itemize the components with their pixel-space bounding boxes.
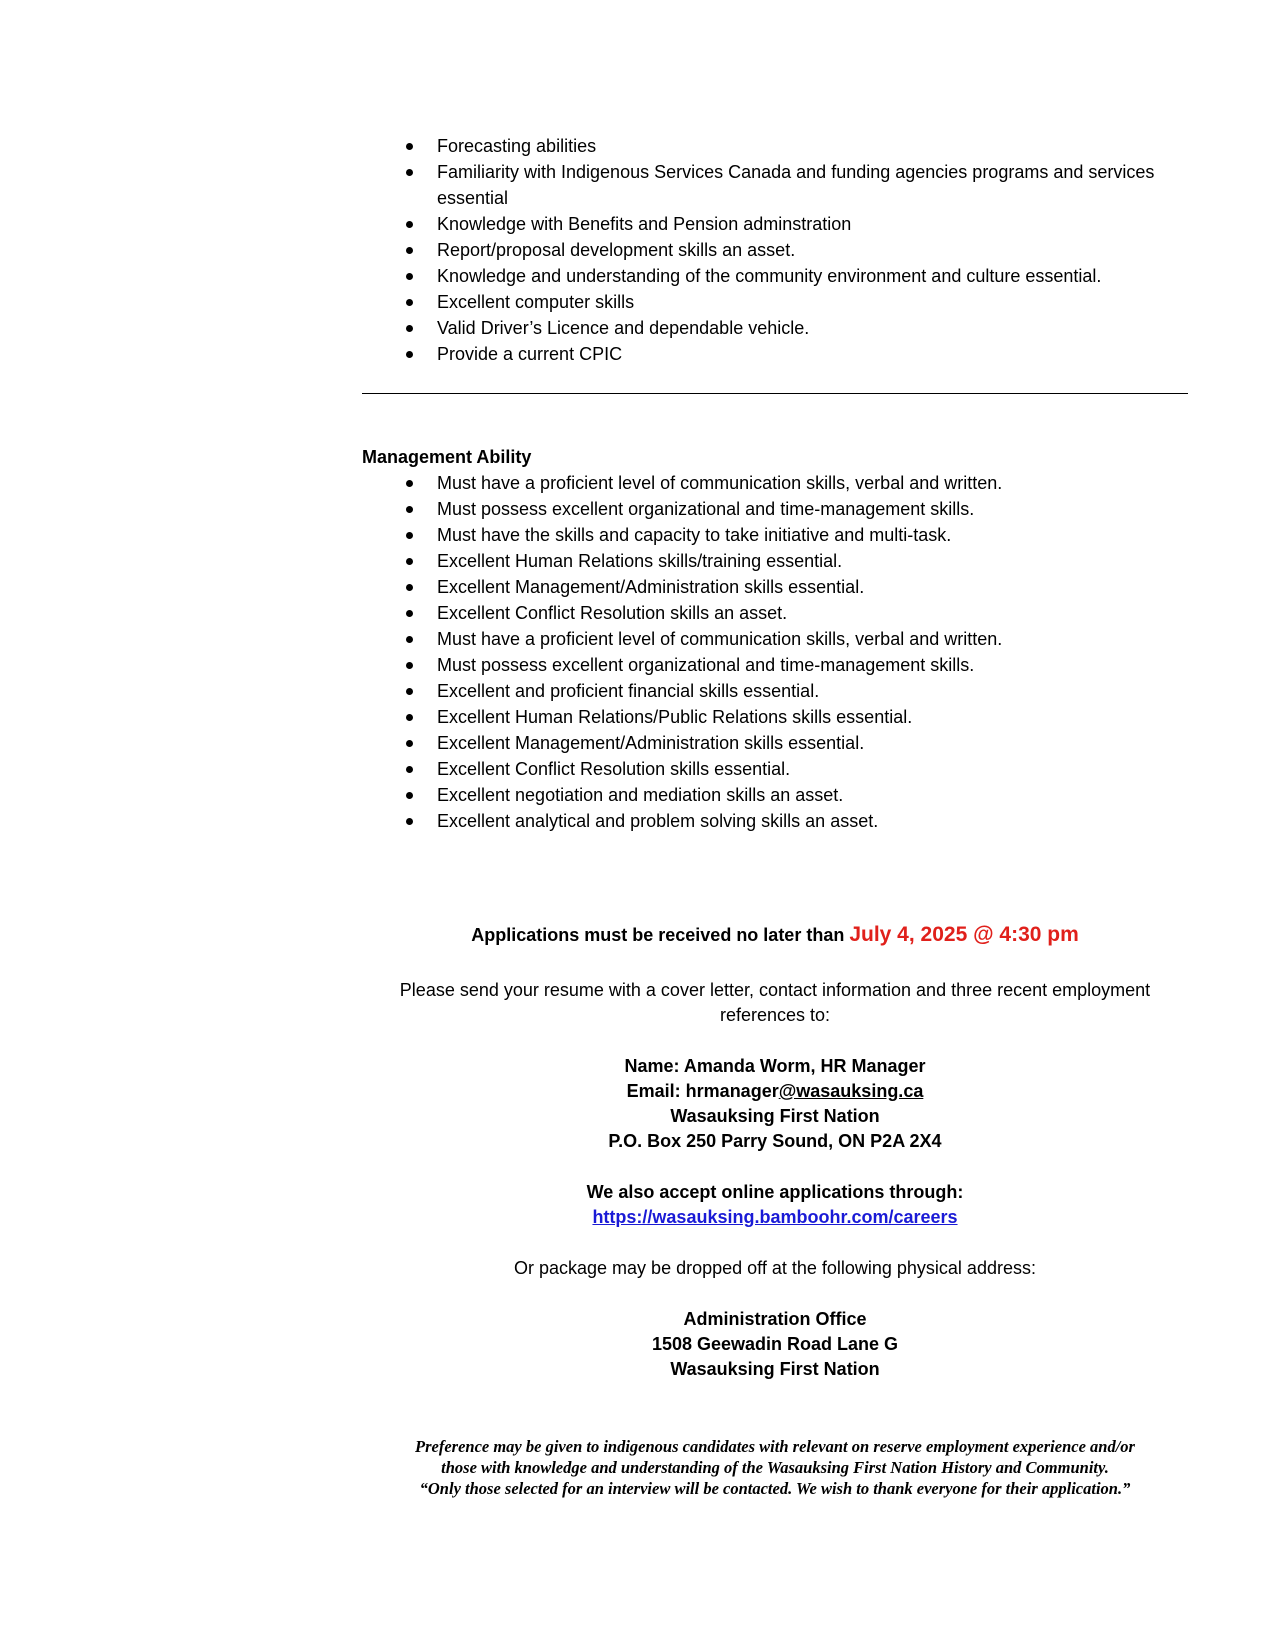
list-item [362,548,1192,574]
list-item-text: Excellent Management/Administration skills essential. [437,733,865,753]
list-item-text: Excellent Conflict Resolution skills essential. [437,759,791,779]
bullet-icon [406,143,413,150]
list-item [362,652,1192,678]
contact-address: P.O. Box 250 Parry Sound, ON P2A 2X4 [608,1131,942,1151]
office-name: Administration Office [683,1309,867,1329]
list-item [362,522,1192,548]
list-item-text: Must have the skills and capacity to take initiative and multi-task. [437,525,952,545]
send-instructions [362,978,1188,1028]
list-item [362,263,1192,289]
list-item-text: Familiarity with Indigenous Services Canada and funding agencies programs and services essential [437,162,1155,208]
bullet-icon [406,740,413,747]
list-item-text: Must possess excellent organizational and time-management skills. [437,499,975,519]
list-item-text: Excellent negotiation and mediation skills an asset. [437,785,844,805]
list-item-text: Excellent analytical and problem solving skills an asset. [437,811,879,831]
list-item [362,626,1192,652]
list-item-text: Forecasting abilities [437,136,597,156]
bullet-icon [406,636,413,643]
application-deadline [362,922,1188,948]
office-street: 1508 Geewadin Road Lane G [651,1334,899,1354]
bullet-icon [406,273,413,280]
management-list [362,470,1192,834]
send-line: Please send your resume with a cover letter, contact information and three recent employment [399,980,1151,1000]
list-item [362,159,1192,211]
bullet-icon [406,169,413,176]
list-item-text: Excellent Conflict Resolution skills an asset. [437,603,788,623]
list-item [362,470,1192,496]
office-community: Wasauksing First Nation [670,1359,880,1379]
list-item-text: Must possess excellent organizational and time-management skills. [437,655,975,675]
careers-link[interactable]: https://wasauksing.bamboohr.com/careers [592,1207,958,1227]
list-item [362,808,1192,834]
bullet-icon [406,480,413,487]
footer-line: those with knowledge and understanding of the Wasauksing First Nation History and Community. [441,1458,1109,1477]
send-line: references to: [719,1005,831,1025]
list-item-text: Knowledge with Benefits and Pension adminstration [437,214,852,234]
contact-block [362,1054,1188,1154]
bullet-icon [406,351,413,358]
list-item [362,496,1192,522]
list-item [362,289,1192,315]
bullet-icon [406,714,413,721]
bullet-icon [406,766,413,773]
dropoff-text: Or package may be dropped off at the following physical address: [514,1258,1036,1278]
bullet-icon [406,792,413,799]
list-item-text: Must have a proficient level of communication skills, verbal and written. [437,473,1003,493]
list-item [362,704,1192,730]
deadline-date: July 4, 2025 @ 4:30 pm [849,923,1079,946]
list-item [362,211,1192,237]
bullet-icon [406,221,413,228]
list-item [362,315,1192,341]
bullet-icon [406,558,413,565]
bullet-icon [406,506,413,513]
email-domain-link[interactable]: @wasauksing.ca [778,1081,924,1101]
bullet-icon [406,610,413,617]
footer-line: “Only those selected for an interview will be contacted. We wish to thank everyone for their application.” [419,1479,1131,1498]
list-item [362,782,1192,808]
bullet-icon [406,818,413,825]
list-item-text: Excellent computer skills [437,292,635,312]
bullet-icon [406,299,413,306]
list-item-text: Report/proposal development skills an asset. [437,240,796,260]
online-label: We also accept online applications through: [586,1182,964,1202]
list-item-text: Excellent Human Relations/Public Relations skills essential. [437,707,913,727]
bullet-icon [406,688,413,695]
list-item-text: Excellent and proficient financial skills essential. [437,681,820,701]
list-item [362,341,1192,367]
office-address [362,1307,1188,1382]
list-item [362,730,1192,756]
list-item [362,574,1192,600]
footer-line: Preference may be given to indigenous candidates with relevant on reserve employment experience and/or [415,1437,1135,1456]
email-prefix: Email: hrmanager [626,1081,779,1101]
list-item-text: Must have a proficient level of communication skills, verbal and written. [437,629,1003,649]
list-item [362,756,1192,782]
list-item [362,237,1192,263]
bullet-icon [406,584,413,591]
bullet-icon [406,247,413,254]
management-heading: Management Ability [362,447,532,467]
online-applications [362,1180,1188,1230]
list-item-text: Provide a current CPIC [437,344,623,364]
bullet-icon [406,662,413,669]
list-item-text: Excellent Human Relations skills/training essential. [437,551,843,571]
requirements-list [362,133,1192,367]
list-item [362,600,1192,626]
list-item-text: Valid Driver’s Licence and dependable vehicle. [437,318,810,338]
section-divider [362,393,1188,394]
list-item [362,678,1192,704]
list-item-text: Knowledge and understanding of the community environment and culture essential. [437,266,1102,286]
list-item [362,133,1192,159]
bullet-icon [406,325,413,332]
deadline-label: Applications must be received no later than [471,925,850,945]
list-item-text: Excellent Management/Administration skills essential. [437,577,865,597]
footer-note [356,1436,1194,1499]
contact-organization: Wasauksing First Nation [670,1106,880,1126]
contact-email[interactable] [362,1079,1188,1104]
bullet-icon [406,532,413,539]
contact-name: Name: Amanda Worm, HR Manager [624,1056,926,1076]
